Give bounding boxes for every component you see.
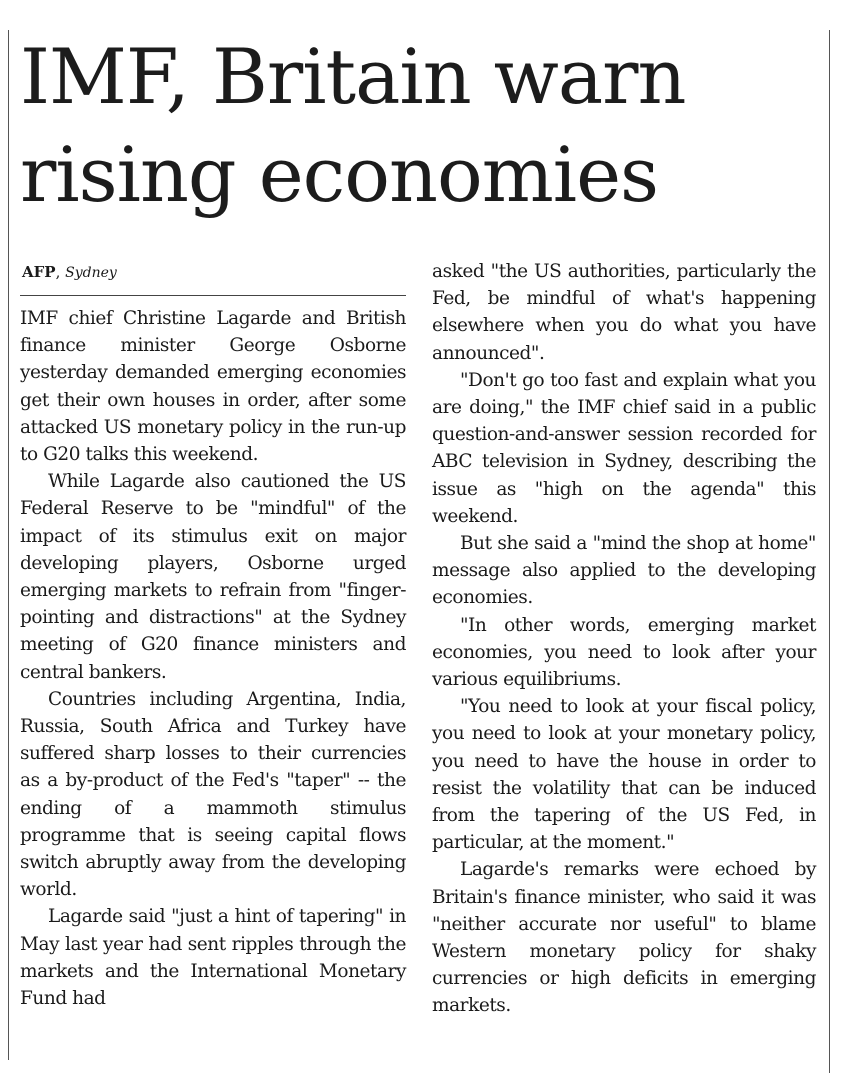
article-paragraph: But she said a "mind the shop at home" message also applied to the developing economies. [432,533,816,609]
article-paragraph: Countries including Argentina, India, Russia, South Africa and Turkey have suffered sharp losses to their currencies as a by-product of the Fed's "taper" -- the ending of a mammoth stimulus programme that is seeing capital flows switch abruptly away from the developing world. [20,688,406,901]
article-paragraph: "In other words, emerging market economies, you need to look after your various equilibriums. [432,614,816,691]
headline: IMF, Britain warn rising economies [20,32,686,219]
dateline-separator: , [55,263,66,281]
dateline [22,262,117,283]
article-column-right [432,258,816,1020]
article-paragraph: While Lagarde also cautioned the US Federal Reserve to be "mindful" of the impact of its stimulus exit on major developing players, Osborne urged emerging markets to refrain from "finger-pointing and distractions" at the Sydney meeting of G20 finance ministers and central bankers. [20,471,406,683]
column-rule-left [8,30,9,1060]
dateline-agency: AFP [22,263,56,281]
article-paragraph: "Don't go too fast and explain what you are doing," the IMF chief said in a public question-and-answer session recorded for ABC television in Sydney, describing the issue as "high on the agenda" this weekend. [432,369,816,527]
article-paragraph-continued: asked "the US authorities, particularly the Fed, be mindful of what's happening elsewhere when you do what you have announced". [432,261,816,364]
column-rule-right [829,30,830,1073]
article-paragraph: Lagarde said "just a hint of tapering" in May last year had sent ripples through the markets and the International Monetary Fund had [20,906,406,1010]
article-paragraph: "You need to look at your fiscal policy, you need to look at your monetary policy, you need to have the house in order to resist the volatility that can be induced from the tapering of the US Fed, in particular, at the moment." [432,696,816,854]
article-paragraph: IMF chief Christine Lagarde and British finance minister George Osborne yesterday demanded emerging economies get their own houses in order, after some attacked US monetary policy in the run-up to G20 talks this weekend. [20,308,406,466]
article-paragraph: Lagarde's remarks were echoed by Britain's finance minister, who said it was "neither accurate nor useful" to blame Western monetary policy for shaky currencies or high deficits in emerging markets. [432,859,816,1017]
article-column-left [20,305,406,1012]
dateline-divider [20,295,406,296]
dateline-location: Sydney [65,265,117,281]
